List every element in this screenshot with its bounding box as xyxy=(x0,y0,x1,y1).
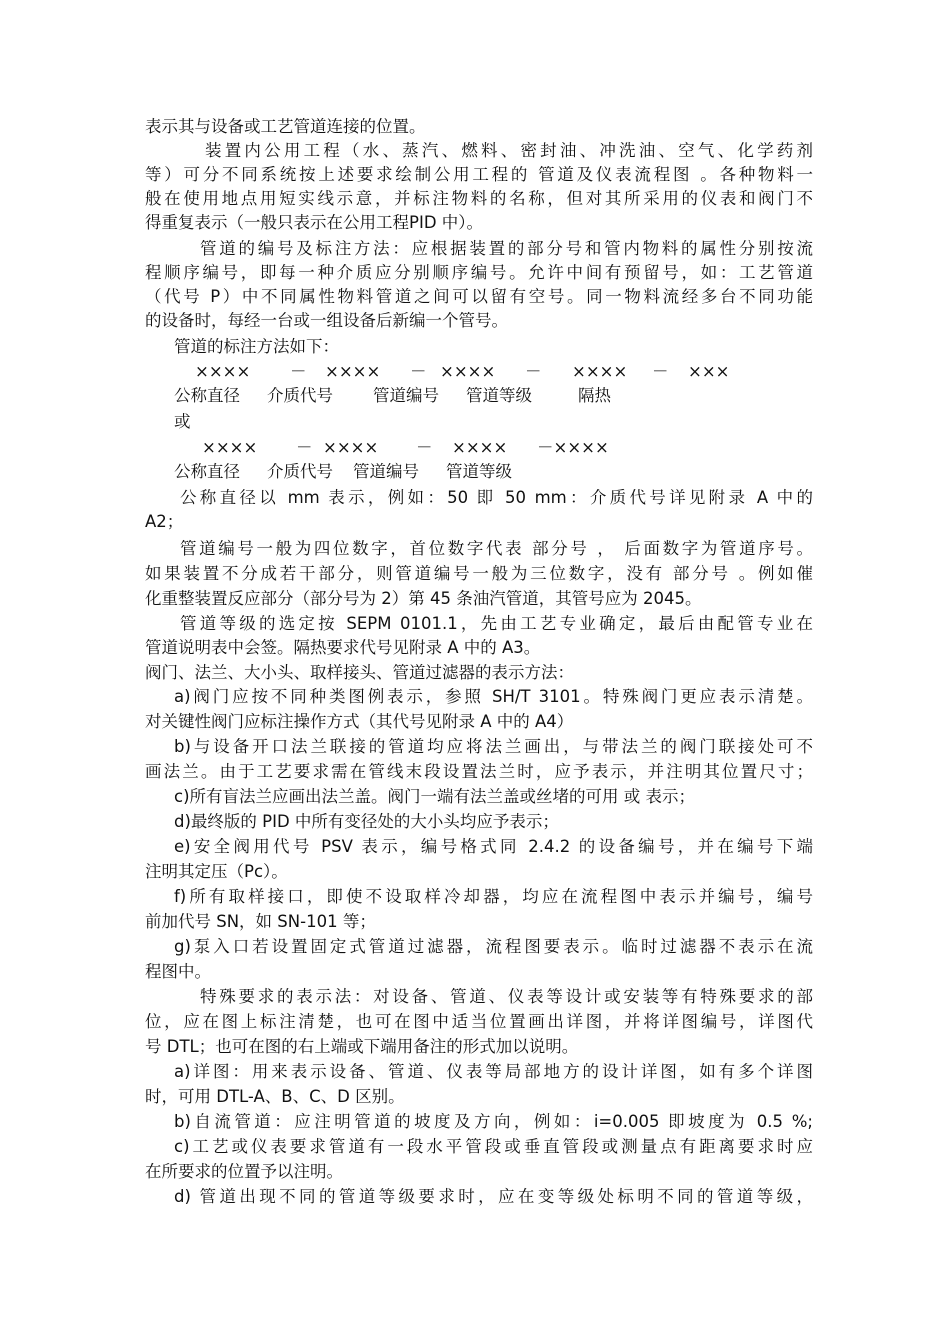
pipe-label-format-2 xyxy=(0,460,950,484)
text-line: A2； xyxy=(145,512,184,531)
label-grade: 管道等级 xyxy=(446,462,512,481)
special-item-a: a)详图：用来表示设备、管道、仪表等局部地方的设计详图，如有多个详图 xyxy=(174,1062,813,1081)
code-diameter: ×××× xyxy=(202,438,258,457)
text-line: 化重整装置反应部分（部分号为 2）第 45 条油汽管道，其管号应为 2045。 xyxy=(145,589,702,608)
paragraph-pipe-grade: 管道等级的选定按 SEPM 0101.1，先由工艺专业确定，最后由配管专业在 xyxy=(180,614,813,633)
code-dash: － xyxy=(416,438,433,457)
label-diameter: 公称直径 xyxy=(174,462,240,481)
text-line: 在所要求的位置予以注明。 xyxy=(145,1162,343,1181)
item-b: b)与设备开口法兰联接的管道均应将法兰画出，与带法兰的阀门联接处可不 xyxy=(174,737,813,756)
paragraph-utility-start: 装置内公用工程（水、蒸汽、燃料、密封油、冲洗油、空气、化学药剂 xyxy=(205,141,813,160)
text-line: 时，可用 DTL-A、B、C、D 区别。 xyxy=(145,1087,405,1106)
code-grade: －×××× xyxy=(537,438,609,457)
text-line: 的设备时，每经一台或一组设备后新编一个管号。 xyxy=(145,311,508,330)
text-line: 般在使用地点用短实线示意，并标注物料的名称，但对其所采用的仪表和阀门不 xyxy=(145,189,813,208)
item-e: e)安全阀用代号 PSV 表示，编号格式同 2.4.2 的设备编号，并在编号下端 xyxy=(174,837,813,856)
text-line: 程顺序编号，即每一种介质应分别顺序编号。允许中间有预留号，如：工艺管道 xyxy=(145,263,813,282)
code-medium: ×××× xyxy=(325,362,381,381)
paragraph-numbering-start: 管道的编号及标注方法：应根据装置的部分号和管内物料的属性分别按流 xyxy=(200,239,813,258)
pipe-code-format-1 xyxy=(0,360,950,384)
code-grade: ×××× xyxy=(572,362,628,381)
code-number: ×××× xyxy=(452,438,508,457)
code-dash: － xyxy=(410,362,427,381)
text-line: 表示其与设备或工艺管道连接的位置。 xyxy=(145,117,426,136)
item-g: g)泵入口若设置固定式管道过滤器，流程图要表示。临时过滤器不表示在流 xyxy=(174,937,813,956)
text-line: 前加代号 SN，如 SN-101 等； xyxy=(145,912,376,931)
item-f: f)所有取样接口，即使不设取样冷却器，均应在流程图中表示并编号，编号 xyxy=(174,887,813,906)
text-line: 号 DTL；也可在图的右上端或下端用备注的形式加以说明。 xyxy=(145,1037,579,1056)
label-diameter: 公称直径 xyxy=(174,386,240,405)
code-dash: － xyxy=(290,362,307,381)
text-line: 如果装置不分成若干部分，则管道编号一般为三位数字，没有 部分号 。例如催 xyxy=(145,564,813,583)
text-line: 程图中。 xyxy=(145,962,211,981)
item-d: d)最终版的 PID 中所有变径处的大小头均应予表示； xyxy=(174,812,559,831)
code-dash: － xyxy=(525,362,542,381)
pipe-label-format-1 xyxy=(0,384,950,408)
marking-method-heading: 管道的标注方法如下： xyxy=(174,337,339,356)
paragraph-pipe-number: 管道编号一般为四位数字，首位数字代表 部分号 ， 后面数字为管道序号。 xyxy=(180,539,813,558)
text-line: 管道说明表中会签。隔热要求代号见附录 A 中的 A3。 xyxy=(145,638,541,657)
label-medium: 介质代号 xyxy=(267,462,333,481)
item-a: a)阀门应按不同种类图例表示，参照 SH/T 3101。特殊阀门更应表示清楚。 xyxy=(174,687,813,706)
text-line: 等）可分不同系统按上述要求绘制公用工程的 管道及仪表流程图 。各种物料一 xyxy=(145,165,813,184)
paragraph-special-requirements: 特殊要求的表示法：对设备、管道、仪表等设计或安装等有特殊要求的部 xyxy=(200,987,813,1006)
code-medium: ×××× xyxy=(323,438,379,457)
text-line: 对关键性阀门应标注操作方式（其代号见附录 A 中的 A4） xyxy=(145,712,574,731)
label-medium: 介质代号 xyxy=(267,386,333,405)
special-item-b: b)自流管道：应注明管道的坡度及方向，例如：i=0.005 即坡度为 0.5 %; xyxy=(174,1112,813,1131)
pipe-code-format-2 xyxy=(0,436,950,460)
text-line: 画法兰。由于工艺要求需在管线末段设置法兰时，应予表示，并注明其位置尺寸； xyxy=(145,762,813,781)
text-line: （代号 P）中不同属性物料管道之间可以留有空号。同一物料流经多台不同功能 xyxy=(145,287,813,306)
text-line: 注明其定压（Pc）。 xyxy=(145,862,288,881)
code-diameter: ×××× xyxy=(195,362,251,381)
label-grade: 管道等级 xyxy=(466,386,532,405)
code-insulation: ××× xyxy=(688,362,730,381)
text-line: 得重复表示（一般只表示在公用工程PID 中）。 xyxy=(145,213,484,232)
special-item-d: d) 管道出现不同的管道等级要求时，应在变等级处标明不同的管道等级， xyxy=(174,1187,813,1206)
text-line: 公称直径以 mm 表示，例如：50 即 50 mm：介质代号详见附录 A 中的 xyxy=(180,488,813,507)
label-insulation: 隔热 xyxy=(578,386,611,405)
code-dash: － xyxy=(296,438,313,457)
code-dash: － xyxy=(652,362,669,381)
code-number: ×××× xyxy=(440,362,496,381)
valves-heading: 阀门、法兰、大小头、取样接头、管道过滤器的表示方法： xyxy=(145,663,574,682)
item-c: c)所有盲法兰应画出法兰盖。阀门一端有法兰盖或丝堵的可用 或 表示； xyxy=(174,787,695,806)
text-line: 位，应在图上标注清楚，也可在图中适当位置画出详图，并将详图编号，详图代 xyxy=(145,1012,813,1031)
label-number: 管道编号 xyxy=(353,462,419,481)
special-item-c: c)工艺或仪表要求管道有一段水平管段或垂直管段或测量点有距离要求时应 xyxy=(174,1137,813,1156)
or-separator: 或 xyxy=(174,412,191,431)
label-number: 管道编号 xyxy=(373,386,439,405)
